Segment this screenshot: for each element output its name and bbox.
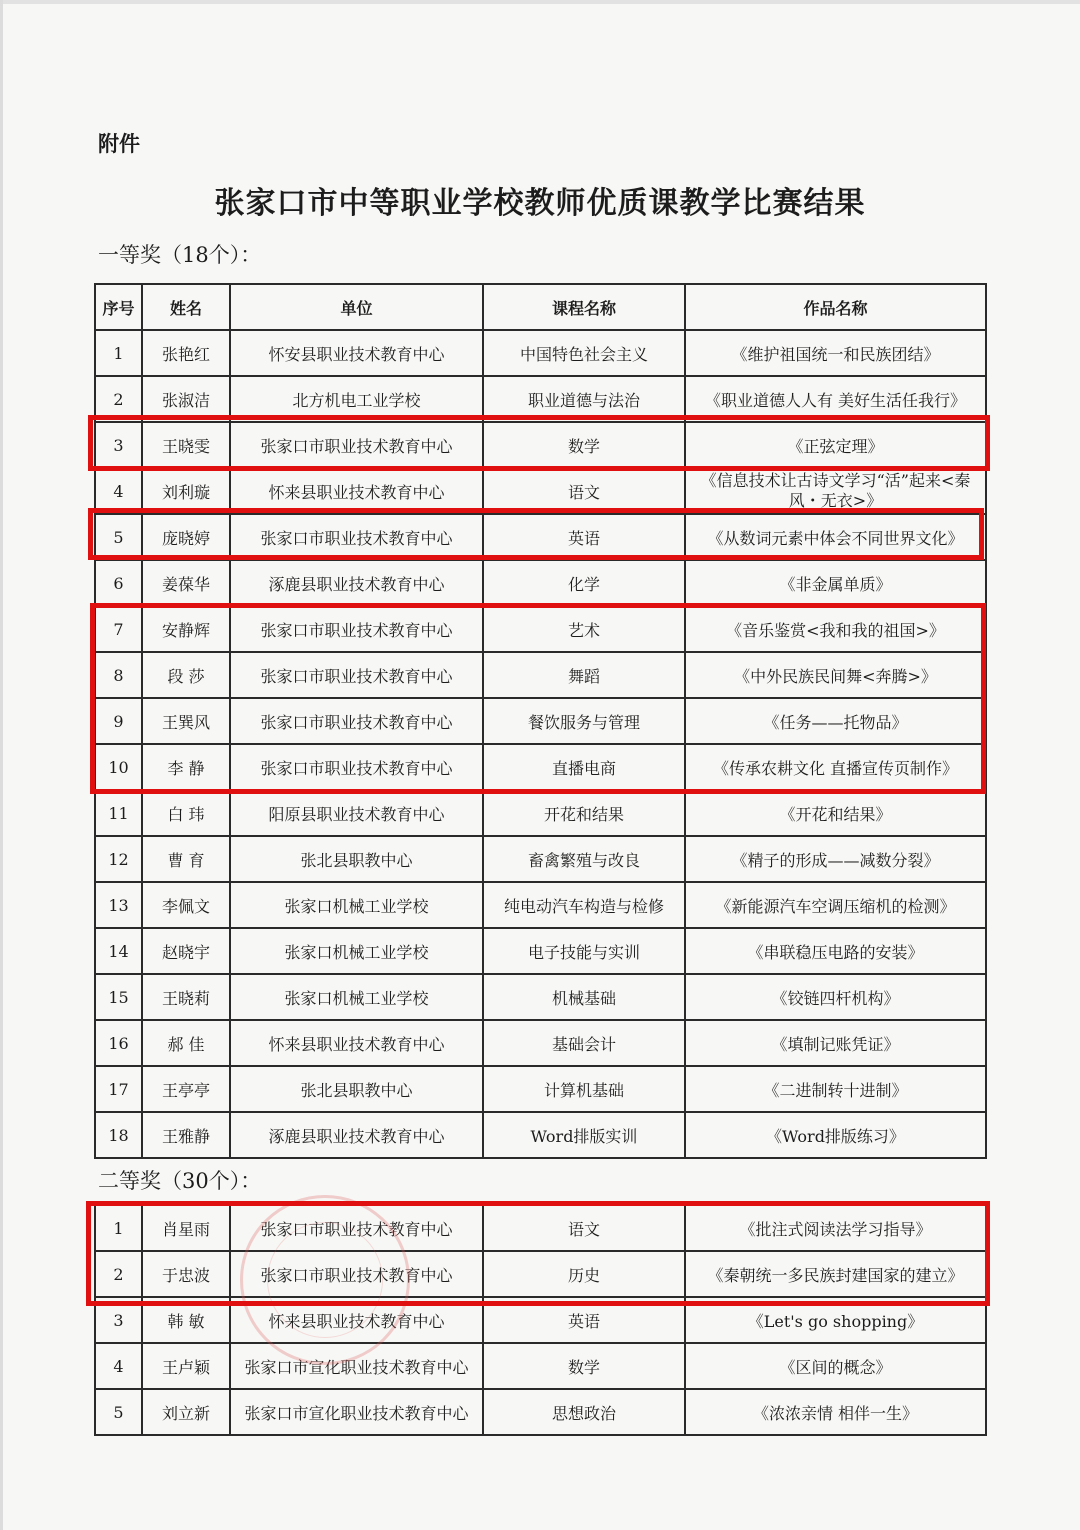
- row-name: 姜葆华: [142, 560, 230, 606]
- highlight-box-second-rows-1-2: [86, 1201, 990, 1306]
- page-title: 张家口市中等职业学校教师优质课教学比赛结果: [214, 186, 866, 221]
- row-work: 《正弦定理》: [685, 422, 986, 468]
- table-row: [95, 974, 986, 1020]
- row-name: 王雅静: [142, 1112, 230, 1158]
- row-index: 4: [95, 468, 142, 514]
- row-name: 王亭亭: [142, 1066, 230, 1112]
- row-index: 3: [95, 1297, 142, 1343]
- row-course: 英语: [483, 1297, 685, 1343]
- row-index: 6: [95, 560, 142, 606]
- row-work: 《Word排版练习》: [685, 1112, 986, 1158]
- row-work: 《传承农耕文化 直播宣传页制作》: [685, 744, 986, 790]
- row-index: 9: [95, 698, 142, 744]
- row-name: 刘利璇: [142, 468, 230, 514]
- row-course: 中国特色社会主义: [483, 330, 685, 376]
- table-row: [95, 330, 986, 376]
- row-work: 《中外民族民间舞<奔腾>》: [685, 652, 986, 698]
- row-course: 数学: [483, 422, 685, 468]
- row-name: 李佩文: [142, 882, 230, 928]
- row-work: 《秦朝统一多民族封建国家的建立》: [685, 1251, 986, 1297]
- row-work: 《二进制转十进制》: [685, 1066, 986, 1112]
- row-name: 肖星雨: [142, 1205, 230, 1251]
- row-work: 《串联稳压电路的安装》: [685, 928, 986, 974]
- row-unit: 北方机电工业学校: [230, 376, 483, 422]
- row-course: 开花和结果: [483, 790, 685, 836]
- row-index: 3: [95, 422, 142, 468]
- row-course: 餐饮服务与管理: [483, 698, 685, 744]
- row-unit: 怀来县职业技术教育中心: [230, 1020, 483, 1066]
- highlight-box-row-5: [88, 508, 984, 560]
- row-name: 王晓莉: [142, 974, 230, 1020]
- row-work: 《信息技术让古诗文学习“活”起来<秦风・无衣>》: [685, 468, 986, 514]
- row-work: 《任务——托物品》: [685, 698, 986, 744]
- row-course: 历史: [483, 1251, 685, 1297]
- highlight-box-rows-7-10: [90, 603, 986, 794]
- row-name: 段 莎: [142, 652, 230, 698]
- row-unit: 张家口市宣化职业技术教育中心: [230, 1343, 483, 1389]
- table-row: [95, 836, 986, 882]
- second-prize-heading: 二等奖（30个）：: [98, 1169, 262, 1193]
- row-index: 2: [95, 376, 142, 422]
- row-index: 4: [95, 1343, 142, 1389]
- row-work: 《精子的形成——减数分裂》: [685, 836, 986, 882]
- page-edge: [0, 0, 3, 1530]
- row-index: 5: [95, 1389, 142, 1435]
- row-course: 艺术: [483, 606, 685, 652]
- row-work: 《维护祖国统一和民族团结》: [685, 330, 986, 376]
- row-course: 机械基础: [483, 974, 685, 1020]
- attachment-label: 附件: [98, 132, 140, 156]
- row-index: 5: [95, 514, 142, 560]
- row-course: 语文: [483, 1205, 685, 1251]
- highlight-box-row-3: [88, 415, 990, 471]
- row-name: 安静辉: [142, 606, 230, 652]
- row-name: 王卢颖: [142, 1343, 230, 1389]
- row-work: 《职业道德人人有 美好生活任我行》: [685, 376, 986, 422]
- row-unit: 张北县职教中心: [230, 1066, 483, 1112]
- row-unit: 怀来县职业技术教育中心: [230, 468, 483, 514]
- row-unit: 张家口机械工业学校: [230, 928, 483, 974]
- table-row: [95, 1066, 986, 1112]
- row-unit: 张北县职教中心: [230, 836, 483, 882]
- row-course: 思想政治: [483, 1389, 685, 1435]
- row-unit: 怀来县职业技术教育中心: [230, 1297, 483, 1343]
- page-edge: [0, 0, 1080, 4]
- row-course: 职业道德与法治: [483, 376, 685, 422]
- row-work: 《铰链四杆机构》: [685, 974, 986, 1020]
- row-name: 于忠波: [142, 1251, 230, 1297]
- row-course: 舞蹈: [483, 652, 685, 698]
- table-row: [95, 1020, 986, 1066]
- row-work: 《浓浓亲情 相伴一生》: [685, 1389, 986, 1435]
- row-course: 直播电商: [483, 744, 685, 790]
- column-header-course: 课程名称: [483, 284, 685, 330]
- table-row: [95, 1343, 986, 1389]
- row-name: 白 玮: [142, 790, 230, 836]
- table-row: [95, 882, 986, 928]
- row-index: 8: [95, 652, 142, 698]
- row-name: 韩 敏: [142, 1297, 230, 1343]
- row-unit: 张家口市职业技术教育中心: [230, 514, 483, 560]
- row-work: 《批注式阅读法学习指导》: [685, 1205, 986, 1251]
- column-header-work: 作品名称: [685, 284, 986, 330]
- row-work: 《从数词元素中体会不同世界文化》: [685, 514, 986, 560]
- row-unit: 涿鹿县职业技术教育中心: [230, 1112, 483, 1158]
- row-unit: 阳原县职业技术教育中心: [230, 790, 483, 836]
- row-work: 《非金属单质》: [685, 560, 986, 606]
- first-prize-heading: 一等奖（18个）：: [98, 243, 262, 267]
- row-unit: 张家口机械工业学校: [230, 974, 483, 1020]
- row-unit: 张家口机械工业学校: [230, 882, 483, 928]
- row-name: 李 静: [142, 744, 230, 790]
- row-index: 14: [95, 928, 142, 974]
- row-unit: 张家口市职业技术教育中心: [230, 1251, 483, 1297]
- row-course: 基础会计: [483, 1020, 685, 1066]
- table-header-row: [95, 284, 986, 330]
- row-course: 语文: [483, 468, 685, 514]
- row-name: 庞晓婷: [142, 514, 230, 560]
- row-name: 曹 育: [142, 836, 230, 882]
- row-index: 12: [95, 836, 142, 882]
- row-work: 《Let's go shopping》: [685, 1297, 986, 1343]
- row-index: 11: [95, 790, 142, 836]
- row-work: 《开花和结果》: [685, 790, 986, 836]
- table-row: [95, 1389, 986, 1435]
- column-header-index: 序号: [95, 284, 142, 330]
- column-header-name: 姓名: [142, 284, 230, 330]
- row-work: 《填制记账凭证》: [685, 1020, 986, 1066]
- row-unit: 怀安县职业技术教育中心: [230, 330, 483, 376]
- row-work: 《新能源汽车空调压缩机的检测》: [685, 882, 986, 928]
- row-unit: 张家口市职业技术教育中心: [230, 698, 483, 744]
- row-index: 2: [95, 1251, 142, 1297]
- row-name: 刘立新: [142, 1389, 230, 1435]
- row-unit: 张家口市职业技术教育中心: [230, 652, 483, 698]
- row-name: 张淑洁: [142, 376, 230, 422]
- row-unit: 张家口市职业技术教育中心: [230, 422, 483, 468]
- row-unit: 涿鹿县职业技术教育中心: [230, 560, 483, 606]
- row-work: 《音乐鉴赏<我和我的祖国>》: [685, 606, 986, 652]
- row-unit: 张家口市宣化职业技术教育中心: [230, 1389, 483, 1435]
- table-row: [95, 560, 986, 606]
- row-index: 16: [95, 1020, 142, 1066]
- row-name: 王巽风: [142, 698, 230, 744]
- table-row: [95, 928, 986, 974]
- row-work: 《区间的概念》: [685, 1343, 986, 1389]
- row-index: 10: [95, 744, 142, 790]
- row-course: 数学: [483, 1343, 685, 1389]
- row-index: 1: [95, 1205, 142, 1251]
- row-unit: 张家口市职业技术教育中心: [230, 1205, 483, 1251]
- row-course: 畜禽繁殖与改良: [483, 836, 685, 882]
- row-index: 15: [95, 974, 142, 1020]
- row-course: 电子技能与实训: [483, 928, 685, 974]
- row-unit: 张家口市职业技术教育中心: [230, 606, 483, 652]
- row-index: 17: [95, 1066, 142, 1112]
- column-header-unit: 单位: [230, 284, 483, 330]
- row-index: 18: [95, 1112, 142, 1158]
- row-index: 1: [95, 330, 142, 376]
- row-name: 赵晓宇: [142, 928, 230, 974]
- row-course: Word排版实训: [483, 1112, 685, 1158]
- row-name: 郝 佳: [142, 1020, 230, 1066]
- row-course: 化学: [483, 560, 685, 606]
- row-course: 英语: [483, 514, 685, 560]
- row-index: 7: [95, 606, 142, 652]
- row-course: 纯电动汽车构造与检修: [483, 882, 685, 928]
- table-row: [95, 1112, 986, 1158]
- row-name: 张艳红: [142, 330, 230, 376]
- row-unit: 张家口市职业技术教育中心: [230, 744, 483, 790]
- row-course: 计算机基础: [483, 1066, 685, 1112]
- table-row: [95, 790, 986, 836]
- row-index: 13: [95, 882, 142, 928]
- row-name: 王晓雯: [142, 422, 230, 468]
